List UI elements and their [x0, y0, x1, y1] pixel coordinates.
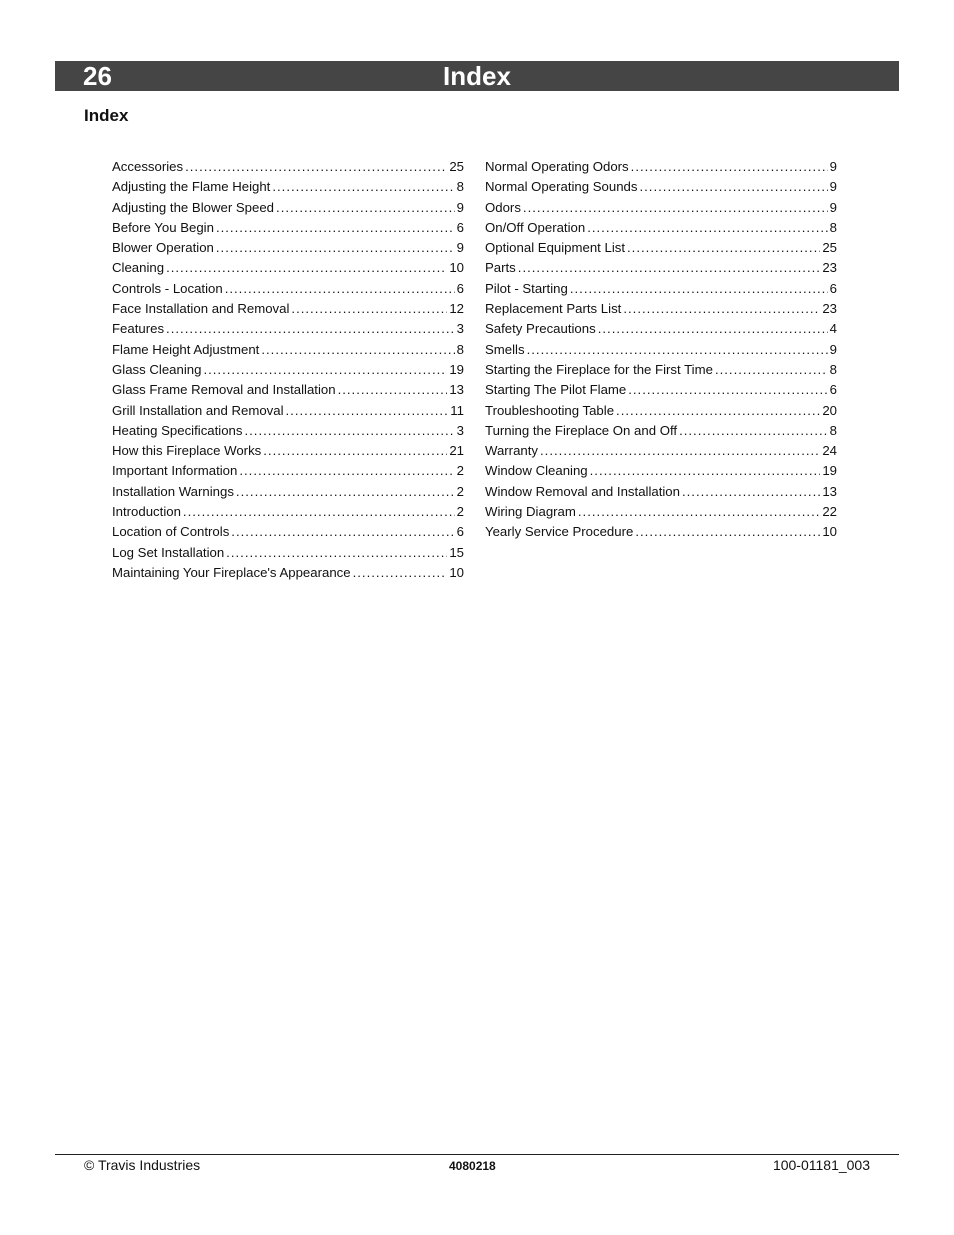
index-entry — [112, 482, 464, 502]
index-term: Parts — [485, 260, 516, 276]
dot-leader — [353, 563, 448, 583]
index-term: Glass Cleaning — [112, 361, 202, 377]
index-column-right — [485, 157, 837, 543]
index-entry — [112, 299, 464, 319]
index-entry — [485, 380, 837, 400]
index-page-number: 9 — [456, 240, 464, 256]
index-page-number: 2 — [456, 504, 464, 520]
index-entry — [112, 502, 464, 522]
index-entry — [112, 543, 464, 563]
dot-leader — [682, 482, 820, 502]
index-term: Location of Controls — [112, 524, 230, 540]
index-entry — [112, 319, 464, 339]
index-entry — [485, 258, 837, 278]
index-entry — [112, 421, 464, 441]
index-page-number: 8 — [456, 179, 464, 195]
index-term: On/Off Operation — [485, 219, 586, 235]
index-term: Glass Frame Removal and Installation — [112, 382, 336, 398]
index-term: Starting the Fireplace for the First Time — [485, 361, 713, 377]
index-page-number: 13 — [822, 483, 837, 499]
index-term: Normal Operating Odors — [485, 159, 629, 174]
dot-leader — [639, 177, 827, 197]
index-term: Window Cleaning — [485, 463, 588, 479]
index-term: Introduction — [112, 504, 181, 520]
page-header-title: Index — [443, 61, 511, 91]
dot-leader — [570, 279, 828, 299]
index-term: Grill Installation and Removal — [112, 402, 284, 418]
index-term: Before You Begin — [112, 219, 214, 235]
index-entry — [485, 482, 837, 502]
index-term: Important Information — [112, 463, 238, 479]
index-term: Turning the Fireplace On and Off — [485, 422, 678, 438]
dot-leader — [598, 319, 828, 339]
index-entry — [112, 218, 464, 238]
index-entry — [485, 360, 837, 380]
index-page-number: 10 — [822, 524, 837, 540]
index-entry — [485, 421, 837, 441]
index-term: Wiring Diagram — [485, 504, 576, 520]
index-term: Face Installation and Removal — [112, 301, 290, 317]
index-entry — [112, 360, 464, 380]
index-entry — [112, 441, 464, 461]
dot-leader — [679, 421, 828, 441]
index-term: Blower Operation — [112, 240, 214, 256]
dot-leader — [239, 461, 454, 481]
index-page-number: 6 — [829, 382, 837, 398]
index-entry — [112, 401, 464, 421]
dot-leader — [523, 198, 828, 218]
index-page-number: 9 — [829, 159, 837, 174]
index-page-number: 9 — [829, 179, 837, 195]
index-page-number: 24 — [822, 443, 837, 459]
dot-leader — [225, 279, 455, 299]
index-term: Safety Precautions — [485, 321, 596, 337]
index-page-number: 19 — [822, 463, 837, 479]
dot-leader — [715, 360, 828, 380]
index-page-number: 6 — [829, 280, 837, 296]
dot-leader — [166, 319, 455, 339]
dot-leader — [527, 340, 828, 360]
page-number: 26 — [83, 61, 112, 91]
section-heading: Index — [84, 106, 129, 125]
index-entry — [485, 340, 837, 360]
index-term: How this Fireplace Works — [112, 443, 262, 459]
index-page-number: 8 — [456, 341, 464, 357]
index-entry — [112, 563, 464, 583]
index-entry — [485, 157, 837, 177]
index-page-number: 3 — [456, 321, 464, 337]
index-term: Maintaining Your Fireplace's Appearance — [112, 564, 351, 580]
index-entry — [485, 319, 837, 339]
index-page-number: 8 — [829, 361, 837, 377]
index-page-number: 15 — [449, 544, 464, 560]
index-page-number: 23 — [822, 301, 837, 317]
index-term: Yearly Service Procedure — [485, 524, 634, 540]
index-term: Installation Warnings — [112, 483, 234, 499]
index-entry — [485, 522, 837, 542]
dot-leader — [236, 482, 455, 502]
index-term: Warranty — [485, 443, 539, 459]
dot-leader — [231, 522, 454, 542]
index-entry — [485, 441, 837, 461]
index-term: Smells — [485, 341, 525, 357]
index-term: Starting The Pilot Flame — [485, 382, 627, 398]
index-page-number: 9 — [829, 341, 837, 357]
index-entry — [485, 279, 837, 299]
index-entry — [112, 279, 464, 299]
index-entry — [485, 238, 837, 258]
index-page-number: 20 — [822, 402, 837, 418]
footer-part-number: 100-01181_003 — [772, 1157, 870, 1173]
index-entry — [112, 258, 464, 278]
index-page-number: 9 — [829, 199, 837, 215]
dot-leader — [291, 299, 447, 319]
dot-leader — [628, 380, 827, 400]
index-page-number: 3 — [456, 422, 464, 438]
index-entry — [112, 177, 464, 197]
index-page-number: 10 — [449, 564, 464, 580]
index-page-number: 9 — [456, 199, 464, 215]
index-term: Replacement Parts List — [485, 301, 622, 317]
dot-leader — [261, 340, 454, 360]
index-page-number: 23 — [822, 260, 837, 276]
index-entry — [112, 380, 464, 400]
index-entry — [112, 461, 464, 481]
dot-leader — [276, 198, 455, 218]
index-term: Adjusting the Blower Speed — [112, 199, 275, 215]
index-entry — [485, 218, 837, 238]
index-term: Pilot - Starting — [485, 280, 568, 296]
index-page-number: 6 — [456, 219, 464, 235]
dot-leader — [286, 401, 449, 421]
index-entry — [112, 340, 464, 360]
index-term: Accessories — [112, 159, 184, 174]
index-page-number: 8 — [829, 422, 837, 438]
index-entry — [485, 502, 837, 522]
index-entry — [485, 198, 837, 218]
index-entry — [112, 198, 464, 218]
index-page-number: 25 — [822, 240, 837, 256]
dot-leader — [631, 157, 828, 177]
index-page-number: 8 — [829, 219, 837, 235]
index-term: Window Removal and Installation — [485, 483, 680, 499]
index-term: Controls - Location — [112, 280, 223, 296]
index-term: Normal Operating Sounds — [485, 179, 638, 195]
index-term: Log Set Installation — [112, 544, 225, 560]
index-page-number: 10 — [449, 260, 464, 276]
index-entry — [112, 238, 464, 258]
index-entry — [485, 177, 837, 197]
index-entry — [485, 401, 837, 421]
index-page-number: 6 — [456, 280, 464, 296]
index-entry — [112, 522, 464, 542]
dot-leader — [216, 238, 455, 258]
footer-divider — [55, 1154, 899, 1155]
index-page-number: 25 — [449, 159, 464, 174]
index-term: Troubleshooting Table — [485, 402, 615, 418]
dot-leader — [518, 258, 821, 278]
index-page-number: 13 — [449, 382, 464, 398]
dot-leader — [203, 360, 447, 380]
dot-leader — [590, 461, 821, 481]
dot-leader — [226, 543, 447, 563]
dot-leader — [216, 218, 455, 238]
dot-leader — [183, 502, 455, 522]
index-page-number: 2 — [456, 483, 464, 499]
index-page-number: 12 — [449, 301, 464, 317]
dot-leader — [244, 421, 454, 441]
dot-leader — [616, 401, 820, 421]
dot-leader — [540, 441, 820, 461]
dot-leader — [338, 380, 448, 400]
dot-leader — [272, 177, 454, 197]
index-term: Flame Height Adjustment — [112, 341, 260, 357]
dot-leader — [185, 157, 447, 177]
index-entry — [112, 157, 464, 177]
dot-leader — [587, 218, 827, 238]
index-term: Odors — [485, 199, 521, 215]
index-column-left — [112, 157, 464, 583]
index-page-number: 6 — [456, 524, 464, 540]
footer-doc-code: 4080218 — [449, 1159, 496, 1173]
dot-leader — [635, 522, 820, 542]
dot-leader — [627, 238, 820, 258]
index-page-number: 11 — [450, 402, 464, 418]
dot-leader — [623, 299, 820, 319]
footer-copyright: © Travis Industries — [84, 1157, 201, 1173]
dot-leader — [263, 441, 447, 461]
index-term: Optional Equipment List — [485, 240, 626, 256]
index-page-number: 19 — [449, 361, 464, 377]
index-entry — [485, 299, 837, 319]
page-header-bar — [55, 61, 899, 91]
index-term: Features — [112, 321, 165, 337]
index-entry — [485, 461, 837, 481]
index-page-number: 4 — [829, 321, 837, 337]
index-term: Adjusting the Flame Height — [112, 179, 271, 195]
index-page-number: 21 — [449, 443, 464, 459]
dot-leader — [578, 502, 820, 522]
index-term: Cleaning — [112, 260, 165, 276]
index-page-number: 22 — [822, 504, 837, 520]
index-term: Heating Specifications — [112, 422, 243, 438]
index-page-number: 2 — [456, 463, 464, 479]
dot-leader — [166, 258, 447, 278]
